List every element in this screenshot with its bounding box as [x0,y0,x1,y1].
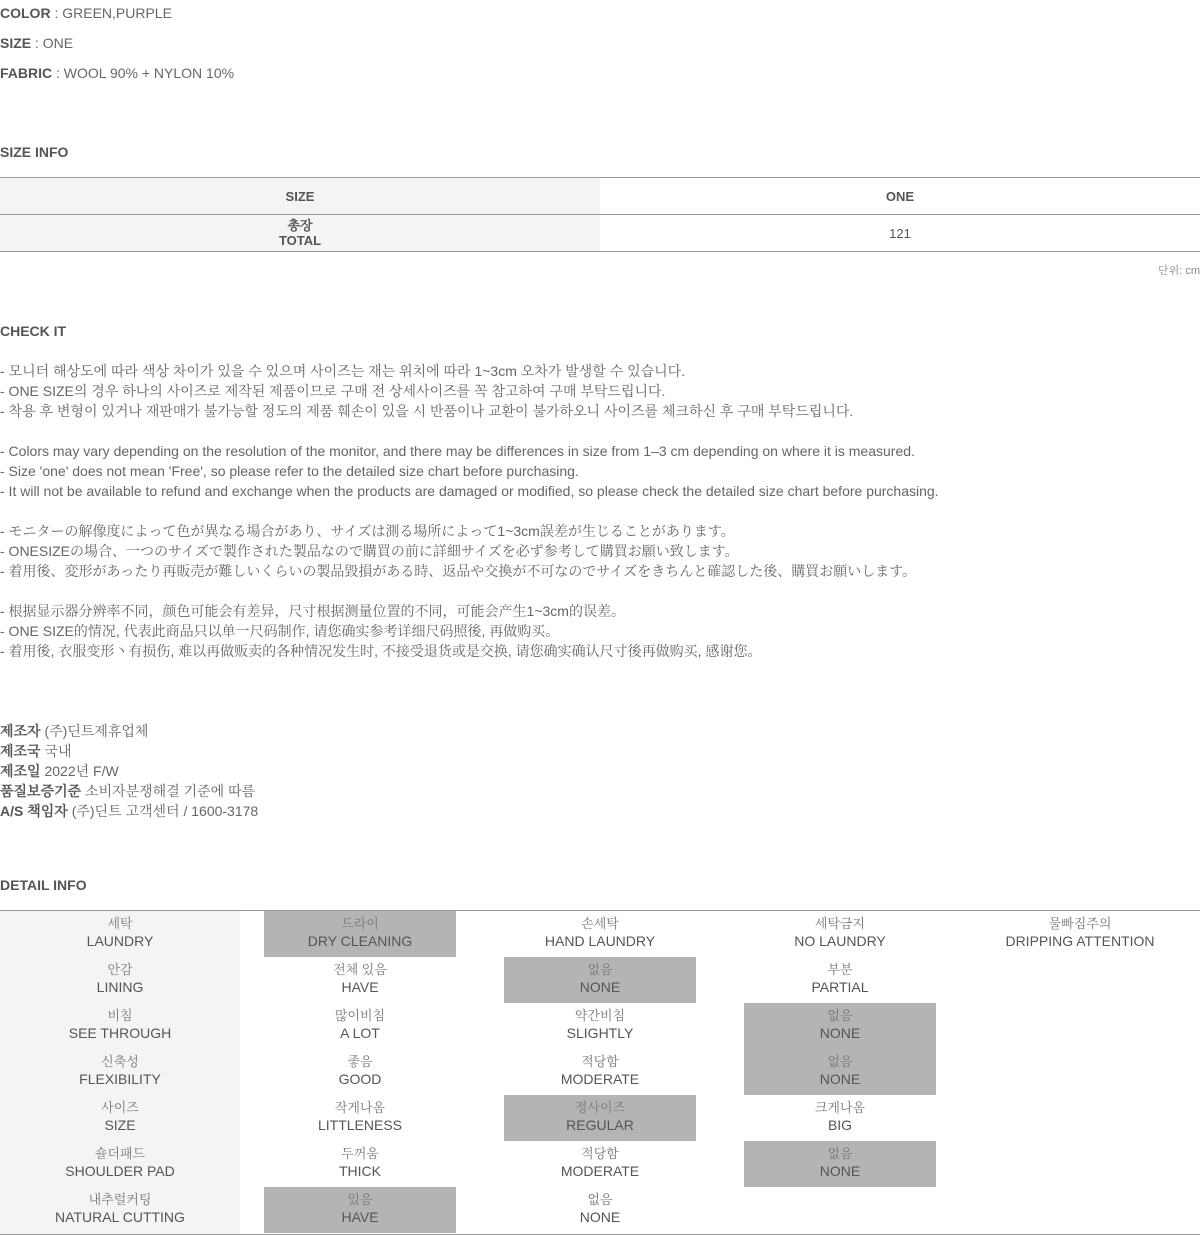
maker-label: 제조국 [0,743,41,759]
spec-color-label: COLOR [0,5,51,21]
note-line: - モニターの解像度によって色が異なる場合があり、サイズは測る場所によって1~3cm誤差が生じることがあります。 [0,523,735,539]
detail-row-label [0,911,240,957]
size-unit: 단위: cm [1157,265,1200,277]
note-line: - 根据显示器分辨率不同，颜色可能会有差异，尺寸根据测量位置的不同，可能会产生1~3cm的误差。 [0,603,625,619]
detail-option-ko: 많이비침 [334,1008,386,1023]
maker-value: 국내 [40,743,72,759]
maker-label: 품질보증기준 [0,783,82,799]
detail-option [264,1141,456,1187]
note-line: - ONESIZEの場合、一つのサイズで製作された製品なので購買の前に詳細サイズを必ず参考して購買お願い致します。 [0,543,739,559]
detail-label-ko: 안감 [107,962,133,977]
detail-option-ko: 없음 [587,1192,613,1207]
detail-option-selected [744,1049,936,1095]
detail-option [264,1095,456,1141]
detail-option-en: DRY CLEANING [307,933,413,949]
maker-row [0,741,258,761]
detail-row-label [0,1095,240,1141]
detail-option-ko: 없음 [827,1146,853,1161]
size-header-label: SIZE [0,178,600,215]
detail-option-en: SLIGHTLY [566,1025,634,1041]
size-row-value: 121 [889,225,911,241]
detail-label-ko: 내추럴커팅 [88,1192,152,1207]
detail-option [744,1095,936,1141]
detail-option [984,911,1176,957]
detail-label-en: LINING [96,979,144,995]
note-line: - Size 'one' does not mean 'Free', so please refer to the detailed size chart before purchasing. [0,463,579,479]
detail-option-en: NONE [819,1071,861,1087]
detail-option-en: BIG [827,1117,853,1133]
maker-info [0,721,258,821]
size-header-value: ONE [885,188,915,204]
maker-value: 2022년 F/W [40,763,119,779]
detail-option [504,1049,696,1095]
detail-option-ko: 정사이즈 [574,1100,626,1115]
size-table-header [0,178,1200,215]
detail-row-label [0,1187,240,1233]
detail-option [264,957,456,1003]
detail-option-en: NONE [579,1209,621,1225]
detail-option-en: HAVE [341,1209,379,1225]
detail-option-en: NONE [579,979,621,995]
note-line: - ONE SIZE의 경우 하나의 사이즈로 제작된 제품이므로 구매 전 상세사이즈를 꼭 참고하여 구매 부탁드립니다. [0,383,666,399]
detail-option-selected [264,1187,456,1233]
detail-option-en: REGULAR [566,1117,634,1133]
note-line: - Colors may vary depending on the resolution of the monitor, and there may be differences in size from 1–3 cm depending on where it is measured. [0,443,915,459]
detail-label-en: NATURAL CUTTING [55,1209,185,1225]
maker-value: 소비자분쟁해결 기준에 따름 [81,783,256,799]
maker-row [0,761,258,781]
detail-option-ko: 손세탁 [581,916,619,931]
detail-row-label [0,1049,240,1095]
size-table-row [0,215,1200,252]
detail-label-en: FLEXIBILITY [79,1071,161,1087]
size-row-label-en: TOTAL [278,233,322,248]
detail-option [504,1003,696,1049]
spec-color [0,5,172,21]
note-spacer [0,501,939,521]
detail-option [744,957,936,1003]
maker-label: 제조자 [0,723,41,739]
detail-option-en: PARTIAL [811,979,869,995]
detail-label-ko: 신축성 [101,1054,139,1069]
detail-option-ko: 없음 [827,1008,853,1023]
maker-value: (주)딘트 고객센터 / 1600-3178 [67,803,259,819]
detail-option-en: NONE [819,1025,861,1041]
note-line: - It will not be available to refund and exchange when the products are damaged or modified, so please check the detailed size chart before purchasing. [0,483,939,499]
detail-label-en: SEE THROUGH [68,1025,172,1041]
maker-value: (주)딘트제휴업체 [40,723,149,739]
detail-option [264,1049,456,1095]
detail-option-selected [504,1095,696,1141]
detail-option [504,911,696,957]
detail-option-en: THICK [339,1163,381,1179]
detail-option-selected [264,911,456,957]
size-row-label-ko: 총장 [287,218,313,233]
detail-option-en: A LOT [340,1025,380,1041]
detail-option-en: MODERATE [560,1163,640,1179]
spec-size [0,35,73,51]
detail-option-ko: 약간비침 [574,1008,626,1023]
size-table [0,177,1200,252]
detail-option-ko: 없음 [827,1054,853,1069]
note-line: - 착용 후 변형이 있거나 재판매가 불가능할 정도의 제품 훼손이 있을 시 반품이나 교환이 불가하오니 사이즈를 체크하신 후 구매 부탁드립니다. [0,403,854,419]
detail-option-ko: 부분 [827,962,853,977]
detail-option-ko: 있음 [347,1192,373,1207]
detail-label-en: SIZE [104,1117,136,1133]
detail-label-ko: 숄더패드 [94,1146,146,1161]
maker-row [0,801,258,821]
detail-option [504,1187,696,1233]
detail-option-ko: 좋음 [347,1054,373,1069]
spec-color-value: : GREEN,PURPLE [50,5,172,21]
spec-fabric-value: : WOOL 90% + NYLON 10% [52,65,235,81]
detail-label-ko: 세탁 [107,916,133,931]
detail-label-ko: 비침 [107,1008,133,1023]
note-line: - 着用後, 衣服变形丶有损伤, 难以再做贩卖的各种情况发生时, 不接受退货或是交换, 请您确实确认尺寸後再做购买, 感谢您。 [0,643,762,659]
spec-size-value: : ONE [31,35,74,51]
detail-option-ko: 두꺼움 [341,1146,379,1161]
detail-row-label [0,1003,240,1049]
detail-row-label [0,957,240,1003]
spec-fabric-label: FABRIC [0,65,53,81]
maker-label: 제조일 [0,763,41,779]
spec-fabric [0,65,234,81]
note-line: - 着用後、変形があったり再販売が難しいくらいの製品毀損がある時、返品や交換が不可なのでサイズをきちんと確認した後、購買お願いします。 [0,563,917,579]
detail-option-en: DRIPPING ATTENTION [1005,933,1155,949]
detail-option-ko: 없음 [587,962,613,977]
detail-option-en: HAND LAUNDRY [544,933,656,949]
note-line: - ONE SIZE的情况, 代表此商品只以单一尺码制作, 请您确实参考详细尺码照後, 再做购买。 [0,623,560,639]
detail-option-ko: 전체 있음 [333,962,387,977]
detail-option-ko: 작게나옴 [334,1100,386,1115]
detail-option-selected [504,957,696,1003]
detail-info-grid [0,910,1200,1235]
detail-row-label [0,1141,240,1187]
detail-option-en: GOOD [338,1071,382,1087]
note-spacer [0,581,939,601]
detail-label-en: LAUNDRY [86,933,154,949]
detail-option [264,1003,456,1049]
spec-size-label: SIZE [0,35,32,51]
detail-option-ko: 크게나옴 [814,1100,866,1115]
detail-option-ko: 적당함 [581,1146,619,1161]
detail-option-en: NONE [819,1163,861,1179]
note-spacer [0,421,939,441]
detail-option-en: NO LAUNDRY [794,933,886,949]
detail-option-selected [744,1003,936,1049]
size-info-title: SIZE INFO [0,144,69,160]
detail-option-ko: 적당함 [581,1054,619,1069]
maker-row [0,781,258,801]
detail-info-title: DETAIL INFO [0,877,87,893]
detail-option-selected [744,1141,936,1187]
maker-row [0,721,258,741]
detail-option [744,911,936,957]
detail-option-ko: 드라이 [341,916,379,931]
detail-option [504,1141,696,1187]
detail-option-en: MODERATE [560,1071,640,1087]
size-row-label [0,215,600,252]
detail-label-en: SHOULDER PAD [65,1163,175,1179]
detail-label-ko: 사이즈 [101,1100,139,1115]
detail-option-ko: 물빠짐주의 [1048,916,1112,931]
detail-option-ko: 세탁금지 [814,916,866,931]
maker-label: A/S 책임자 [0,803,68,819]
check-it-notes [0,361,939,661]
detail-option-en: HAVE [341,979,379,995]
check-it-title: CHECK IT [0,323,67,339]
detail-option-en: LITTLENESS [317,1117,403,1133]
note-line: - 모니터 해상도에 따라 색상 차이가 있을 수 있으며 사이즈는 재는 위치에 따라 1~3cm 오차가 발생할 수 있습니다. [0,363,686,379]
